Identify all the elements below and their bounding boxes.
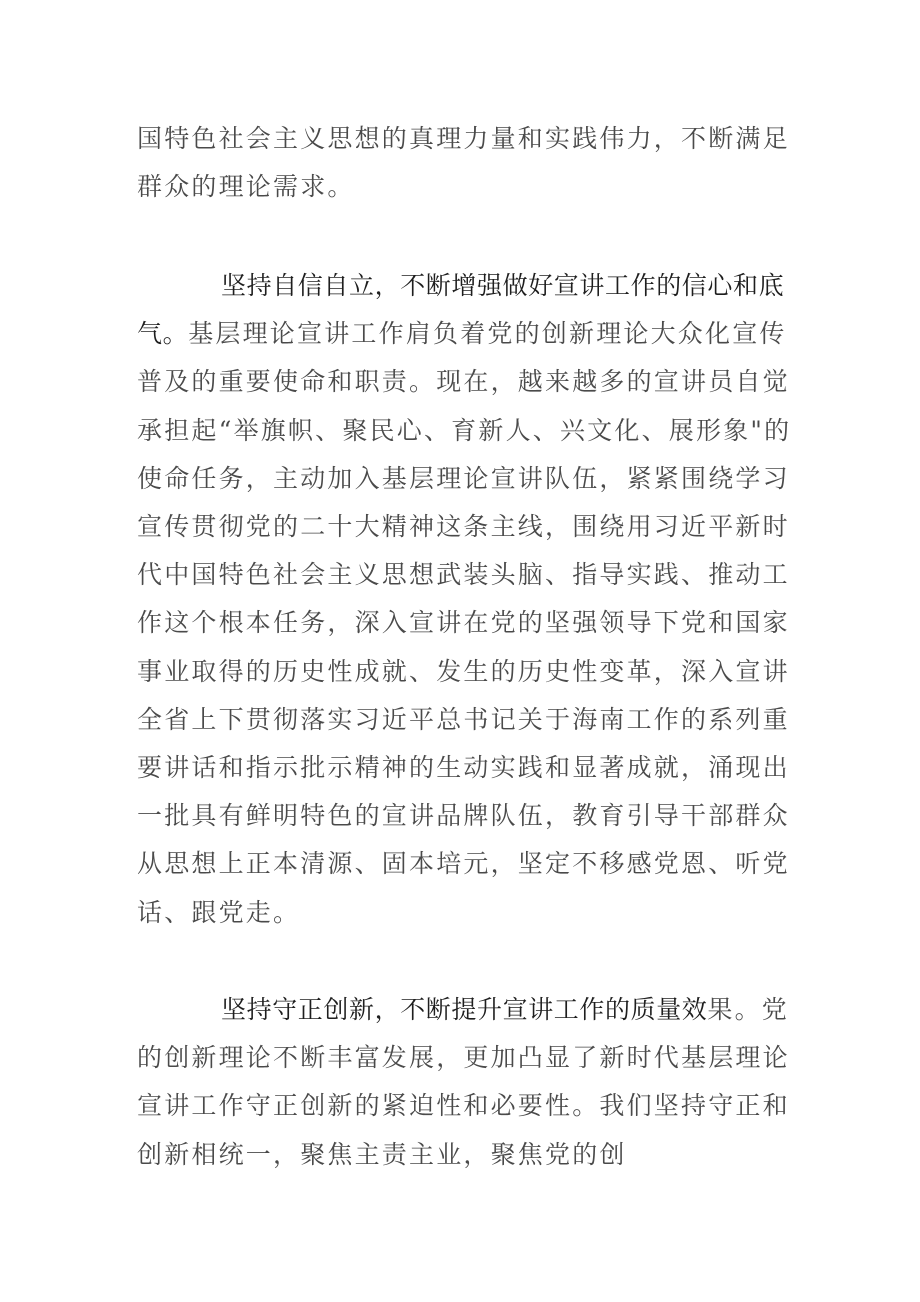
text-line: 的创新理论不断丰富发展，更加凸显了新时代基层理论: [137, 1043, 790, 1073]
paragraph-heading-end: 气。: [137, 319, 189, 349]
text-line: 代中国特色社会主义思想武装头脑、指导实践、推动工: [137, 560, 790, 590]
text-line: 作这个根本任务，深入宣讲在党的坚强领导下党和国家: [137, 608, 790, 638]
text-segment: 基层理论宣讲工作肩负着党的创新理论大众化宣传: [188, 319, 787, 349]
text-line: 使命任务，主动加入基层理论宣讲队伍，紧紧围绕学习: [137, 463, 790, 493]
text-line: 创新相统一，聚焦主责主业，聚焦党的创: [137, 1139, 627, 1169]
text-line: 宣传贯彻党的二十大精神这条主线，围绕用习近平新时: [137, 512, 790, 542]
text-line: [137, 310, 787, 358]
text-line: 事业取得的历史性成就、发生的历史性变革，深入宣讲: [137, 656, 790, 686]
text-segment: 果。党: [707, 995, 790, 1024]
text-line: 要讲话和指示批示精神的生动实践和显著成就，涌现出: [137, 753, 790, 783]
paragraph-heading-line: [137, 262, 785, 310]
text-line: 从思想上正本清源、固本培元，坚定不移感党恩、听党: [137, 849, 790, 879]
text-line: 国特色社会主义思想的真理力量和实践伟力，不断满足: [137, 124, 790, 153]
paragraph-continuation: [137, 115, 790, 211]
text-line: 普及的重要使命和职责。现在，越来越多的宣讲员自觉: [137, 367, 790, 397]
paragraph-heading-line: [137, 986, 790, 1034]
paragraph-heading: 坚持自信自立，不断增强做好宣讲工作的信心和底: [221, 271, 785, 300]
text-line: 承担起“举旗帜、聚民心、育新人、兴文化、展形象"的: [137, 415, 792, 445]
text-line: 话、跟党走。: [137, 897, 301, 927]
paragraph-heading: 坚持守正创新，不断提升宣讲工作的质量效: [221, 995, 708, 1024]
text-line: 宣讲工作守正创新的紧迫性和必要性。我们坚持守正和: [137, 1091, 790, 1121]
paragraph-confidence: [137, 262, 792, 937]
text-line: 群众的理论需求。: [137, 172, 355, 202]
paragraph-innovation: [137, 986, 790, 1179]
text-line: 全省上下贯彻落实习近平总书记关于海南工作的系列重: [137, 704, 790, 734]
text-line: 一批具有鲜明特色的宣讲品牌队伍，教育引导干部群众: [137, 801, 790, 831]
